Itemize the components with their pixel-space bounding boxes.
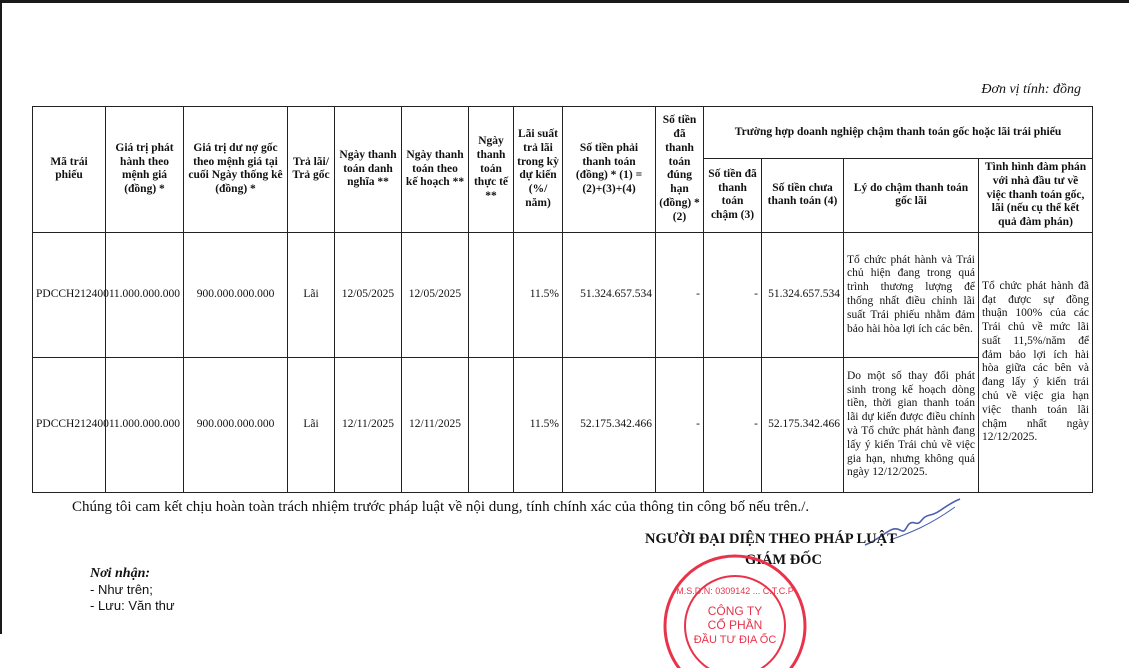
cell-type: Lãi	[288, 357, 335, 492]
header-rate: Lãi suất trả lãi trong kỳ dự kiến (%/ năm)	[514, 107, 563, 233]
unit-label: Đơn vị tính: đồng	[981, 82, 1081, 97]
cell-amount-due: 51.324.657.534	[563, 232, 656, 357]
header-reason: Lý do chậm thanh toán gốc lãi	[844, 159, 979, 233]
cell-actual-date	[469, 232, 514, 357]
cell-rate: 11.5%	[514, 357, 563, 492]
header-planned-date: Ngày thanh toán theo kế hoạch **	[402, 107, 469, 233]
cell-bond-code: PDCCH2124001	[33, 232, 106, 357]
cell-face-value: 1.000.000.000	[106, 357, 184, 492]
table-row	[33, 357, 1093, 492]
header-negotiation: Tình hình đàm phán với nhà đầu tư về việc thanh toán gốc, lãi (nếu cụ thể kết quả đàm phán)	[979, 159, 1093, 233]
legal-representative-title: NGƯỜI ĐẠI DIỆN THEO PHÁP LUẬT	[645, 531, 897, 547]
recipient-item: - Lưu: Văn thư	[90, 598, 175, 613]
cell-type: Lãi	[288, 232, 335, 357]
company-seal	[655, 548, 815, 668]
header-unpaid: Số tiền chưa thanh toán (4)	[762, 159, 844, 233]
header-paid-late: Số tiền đã thanh toán chậm (3)	[704, 159, 762, 233]
cell-nominal-date: 12/11/2025	[335, 357, 402, 492]
director-title: GIÁM ĐỐC	[745, 552, 822, 568]
header-amount-due: Số tiền phải thanh toán (đồng) * (1) = (2)+(3)+(4)	[563, 107, 656, 233]
cell-outstanding: 900.000.000.000	[184, 232, 288, 357]
seal-line-2: CỔ PHẦN	[707, 618, 763, 632]
header-nominal-date: Ngày thanh toán danh nghĩa **	[335, 107, 402, 233]
header-face-value: Giá trị phát hành theo mệnh giá (đồng) *	[106, 107, 184, 233]
header-paid-on-time: Số tiền đã thanh toán đúng hạn (đồng) * (2)	[656, 107, 704, 233]
cell-planned-date: 12/11/2025	[402, 357, 469, 492]
recipient-item: - Như trên;	[90, 582, 153, 597]
seal-ring-text: M.S.D.N: 0309142 ... C.T.C.P	[676, 586, 794, 596]
table-row	[33, 232, 1093, 357]
bond-payment-table	[32, 106, 1093, 493]
cell-actual-date	[469, 357, 514, 492]
header-type: Trả lãi/ Trả gốc	[288, 107, 335, 233]
header-actual-date: Ngày thanh toán thực tế **	[469, 107, 514, 233]
seal-line-1: CÔNG TY	[707, 604, 763, 618]
seal-line-3: ĐẦU TƯ ĐỊA ỐC	[693, 634, 777, 646]
recipients-title: Nơi nhận:	[90, 566, 151, 581]
cell-planned-date: 12/05/2025	[402, 232, 469, 357]
cell-rate: 11.5%	[514, 232, 563, 357]
window-top-border	[0, 0, 1129, 3]
cell-paid-late: -	[704, 232, 762, 357]
cell-bond-code: PDCCH2124001	[33, 357, 106, 492]
header-bond-code: Mã trái phiếu	[33, 107, 106, 233]
cell-amount-due: 52.175.342.466	[563, 357, 656, 492]
window-left-border	[0, 0, 2, 634]
cell-reason: Tổ chức phát hành và Trái chủ hiện đang trong quá trình thương lượng để thống nhất điều chỉnh lãi suất Trái phiếu nhằm đảm bảo hài hòa lợi ích các bên.	[844, 232, 979, 357]
cell-paid-on-time: -	[656, 357, 704, 492]
cell-outstanding: 900.000.000.000	[184, 357, 288, 492]
cell-paid-late: -	[704, 357, 762, 492]
cell-negotiation: Tổ chức phát hành đã đạt được sự đồng thuận 100% của các Trái chủ về mức lãi suất 11,5%/năm để đảm bảo lợi ích hài hòa giữa các bên và đang lấy ý kiến trái chủ về việc gia hạn việc thanh toán lãi chậm nhất ngày 12/12/2025.	[979, 232, 1093, 492]
cell-unpaid: 52.175.342.466	[762, 357, 844, 492]
commitment-statement: Chúng tôi cam kết chịu hoàn toàn trách nhiệm trước pháp luật về nội dung, tính chính xác của thông tin công bố nếu trên./.	[72, 499, 810, 515]
recipients-block	[90, 566, 175, 614]
cell-face-value: 1.000.000.000	[106, 232, 184, 357]
cell-paid-on-time: -	[656, 232, 704, 357]
cell-nominal-date: 12/05/2025	[335, 232, 402, 357]
cell-reason: Do một số thay đổi phát sinh trong kế hoạch dòng tiền, thời gian thanh toán lãi dự kiến được điều chỉnh và Tổ chức phát hành đang lấy ý kiến Trái chủ về việc gia hạn, nhưng không quá ngày 12/12/2025.	[844, 357, 979, 492]
header-late-group: Trường hợp doanh nghiệp chậm thanh toán gốc hoặc lãi trái phiếu	[704, 107, 1093, 159]
header-outstanding: Giá trị dư nợ gốc theo mệnh giá tại cuối Ngày thống kê (đồng) *	[184, 107, 288, 233]
cell-unpaid: 51.324.657.534	[762, 232, 844, 357]
